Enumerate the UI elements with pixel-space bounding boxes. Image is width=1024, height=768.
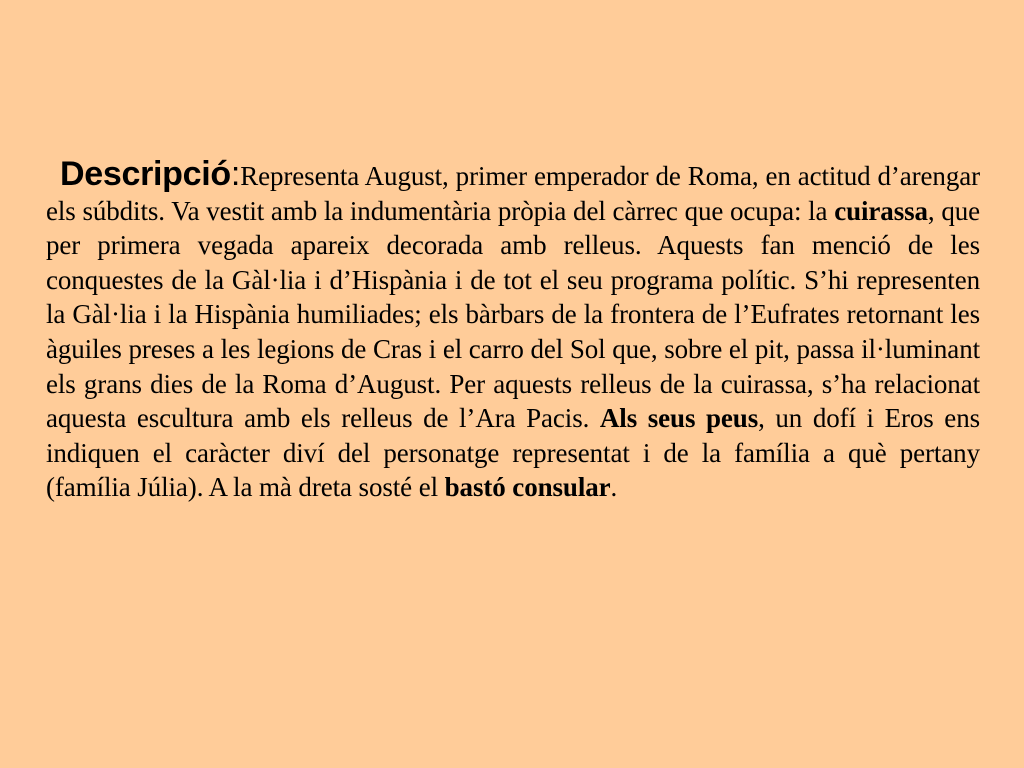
text-segment: Representa August, primer emperador de Roma, en actitud d’arengar els súbdits. Va vestit amb la indumentària pròpia del càrrec que ocupa: la [46, 161, 980, 226]
description-paragraph [46, 157, 980, 505]
bold-term-als-seus-peus: Als seus peus [599, 403, 759, 434]
text-segment: , que per primera vegada apareix decorada amb relleus. Aquests fan menció de les conquestes de la Gàl·lia i d’Hispània i de tot el seu programa polític. S’hi representen la Gàl·lia i la Hispània humiliades; els bàrbars de la frontera de l’Eufrates retornant les àguiles preses a les legions de Cras i el carro del Sol que, sobre el pit, passa il·luminant els grans dies de la Roma d’August. Per aquests relleus de la cuirassa, s’ha relacionat aquesta escultura amb els relleus de l’Ara Pacis. [46, 195, 981, 434]
text-segment: , un dofí i Eros ens indiquen el caràcter diví del personatge representat i de la família a què pertany (família Júlia). A la mà dreta sosté el [46, 403, 981, 503]
bold-term-basto-consular: bastó consular [444, 472, 611, 503]
heading-colon: : [230, 155, 241, 193]
bold-term-cuirassa: cuirassa [834, 195, 928, 226]
text-segment: . [610, 472, 618, 503]
description-heading: Descripció [60, 155, 231, 193]
